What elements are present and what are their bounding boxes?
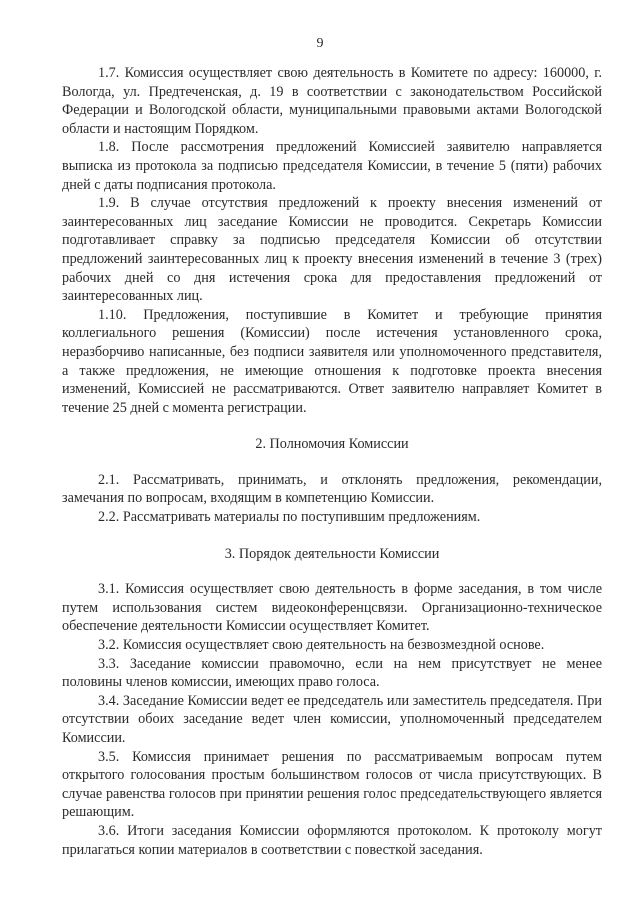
spacer [62,527,602,545]
section-3-heading: 3. Порядок деятельности Комиссии [224,545,440,562]
paragraph-2-2: 2.2. Рассматривать материалы по поступившим предложениям. [98,509,481,526]
spacer [62,563,602,580]
spacer [62,454,602,471]
paragraph-3-5: 3.5. Комиссия принимает решения по рассматриваемым вопросам путем открытого голосования простым большинством голосов от числа присутствующих. В случае равенства голосов при принятии решения голос председательствующего является решающим. [62,748,602,821]
section-2-heading: 2. Полномочия Комиссии [255,436,409,453]
page-number: 9 [316,36,324,51]
paragraph-3-3: 3.3. Заседание комиссии правомочно, если на нем присутствует не менее половины членов комиссии, имеющих право голоса. [62,655,602,691]
paragraph-2-1: 2.1. Рассматривать, принимать, и отклонять предложения, рекомендации, замечания по вопросам, входящим в компетенцию Комиссии. [62,471,602,507]
paragraph-1-9: 1.9. В случае отсутствия предложений к проекту внесения изменений от заинтересованных лиц заседание Комиссии не проводится. Секретарь Комиссии подготавливает справку за подписью председателя Комиссии об отсутствии предложений заинтересованных лиц к проекту внесения изменений в течение 3 (трех) рабочих дней со дня истечения срока для предоставления предложений от заинтересованных лиц. [62,195,602,305]
section-1 [62,64,602,417]
section-3 [62,580,602,859]
section-2 [62,471,602,527]
paragraph-3-4: 3.4. Заседание Комиссии ведет ее председатель или заместитель председателя. При отсутствии обоих заседание ведет член комиссии, уполномоченный председателем Комиссии. [62,692,602,746]
paragraph-3-2: 3.2. Комиссия осуществляет свою деятельность на безвозмездной основе. [98,637,545,654]
document-body [62,64,602,859]
paragraph-3-1: 3.1. Комиссия осуществляет свою деятельность в форме заседания, в том числе путем использования систем видеоконференцсвязи. Организационно-техническое обеспечение деятельности Комиссии осуществляет Комитет. [62,581,602,635]
paragraph-3-6: 3.6. Итоги заседания Комиссии оформляются протоколом. К протоколу могут прилагаться копии материалов в соответствии с повесткой заседания. [62,822,602,858]
spacer [62,417,602,435]
paragraph-1-10: 1.10. Предложения, поступившие в Комитет и требующие принятия коллегиального решения (Комиссии) после истечения установленного срока, неразборчиво написанные, без подписи заявителя или уполномоченного представителя, а также предложения, не имеющие отношения к подготовке проекта внесения изменений, Комиссией не рассматриваются. Ответ заявителю направляет Комитет в течение 25 дней с момента регистрации. [62,306,602,416]
paragraph-1-8: 1.8. После рассмотрения предложений Комиссией заявителю направляется выписка из протокола за подписью председателя Комиссии, в течение 5 (пяти) рабочих дней с даты подписания протокола. [62,139,602,193]
paragraph-1-7: 1.7. Комиссия осуществляет свою деятельность в Комитете по адресу: 160000, г. Вологда, ул. Предтеченская, д. 19 в соответствии с законодательством Российской Федерации и Вологодской области, муниципальными правовыми актами Вологодской области и настоящим Порядком. [62,65,602,137]
